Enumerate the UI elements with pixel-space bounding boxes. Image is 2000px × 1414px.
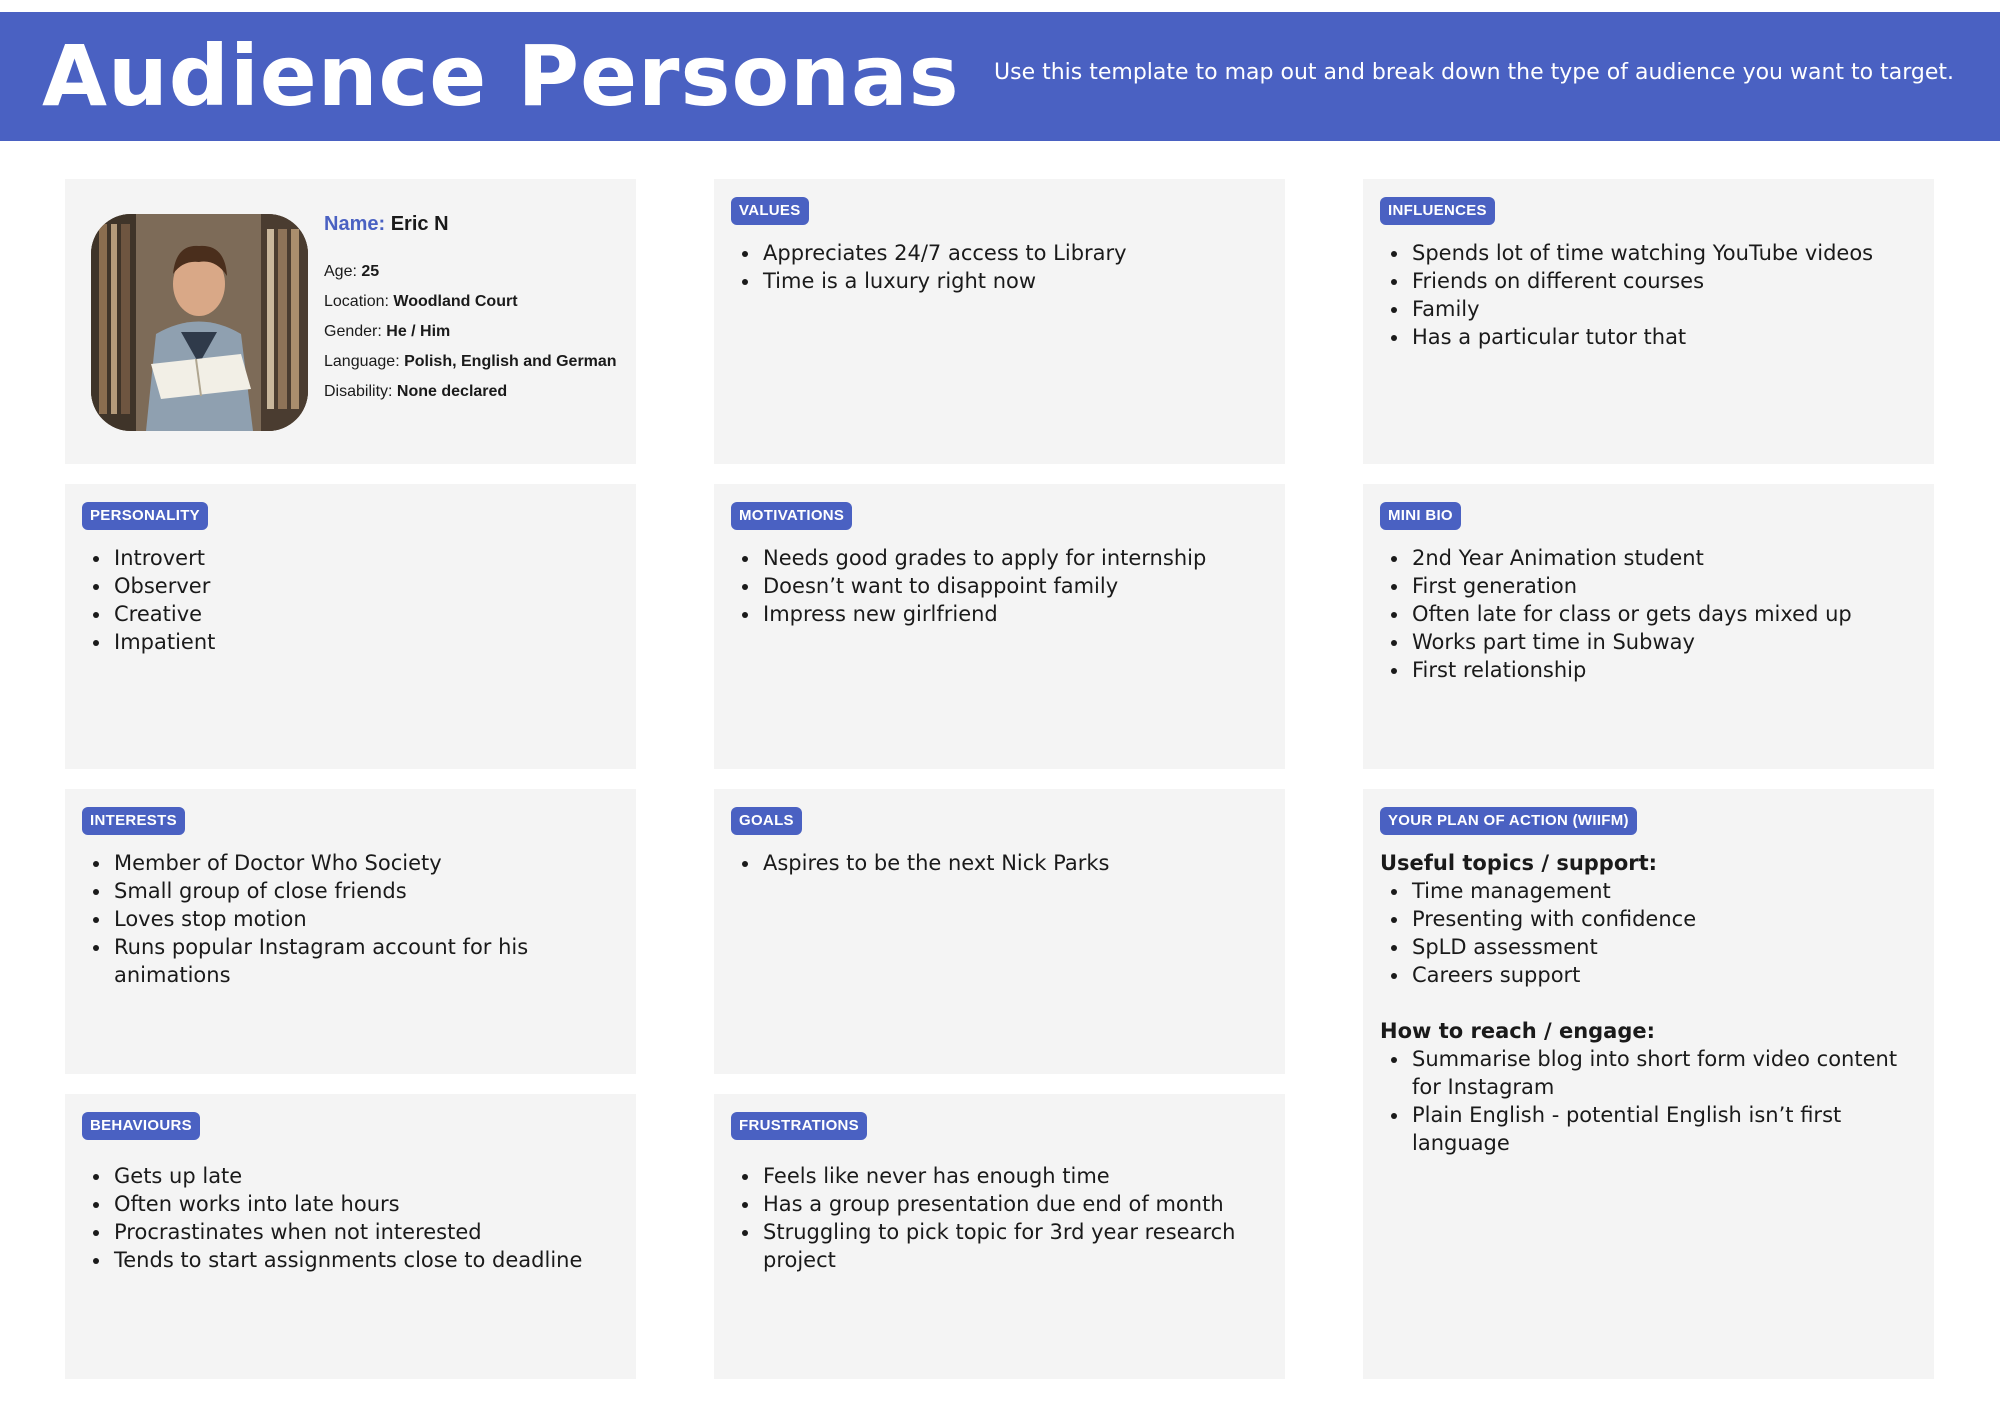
motivations-tag: MOTIVATIONS <box>731 502 852 530</box>
name-label: Name: <box>324 213 386 235</box>
useful-topics-list <box>1380 877 1917 989</box>
list-item: • Creative <box>112 600 619 628</box>
values-list <box>731 239 1268 295</box>
disability-label: Disability: <box>324 383 393 400</box>
list-item: • Family <box>1410 295 1917 323</box>
list-item: • Time is a luxury right now <box>761 267 1268 295</box>
gender-label: Gender: <box>324 323 382 340</box>
list-item: • Impatient <box>112 628 619 656</box>
profile-info <box>324 209 624 407</box>
list-item: • Summarise blog into short form video content for Instagram <box>1410 1045 1917 1101</box>
list-item: • Has a group presentation due end of month <box>761 1190 1268 1218</box>
list-item: • Struggling to pick topic for 3rd year research project <box>761 1218 1243 1274</box>
header-banner <box>0 12 2000 141</box>
interests-card <box>65 789 636 1074</box>
goals-list <box>731 849 1268 877</box>
list-item: • First relationship <box>1410 656 1917 684</box>
plan-of-action-tag: YOUR PLAN OF ACTION (WIIFM) <box>1380 807 1637 835</box>
motivations-list <box>731 544 1268 628</box>
behaviours-list <box>82 1162 619 1274</box>
gender-row <box>324 317 624 347</box>
persona-photo <box>91 214 308 431</box>
age-row <box>324 257 624 287</box>
influences-list <box>1380 239 1917 351</box>
page-subtitle: Use this template to map out and break down the type of audience you want to target. <box>994 60 1954 85</box>
persona-photo-illustration <box>91 214 308 431</box>
gender-value: He / Him <box>386 323 451 340</box>
personality-tag: PERSONALITY <box>82 502 208 530</box>
list-item: • Often works into late hours <box>112 1190 619 1218</box>
list-item: • Works part time in Subway <box>1410 628 1917 656</box>
list-item: • Gets up late <box>112 1162 619 1190</box>
list-item: • Impress new girlfriend <box>761 600 1268 628</box>
list-item: • First generation <box>1410 572 1917 600</box>
list-item: • 2nd Year Animation student <box>1410 544 1917 572</box>
list-item: • Presenting with confidence <box>1410 905 1917 933</box>
list-item: • Member of Doctor Who Society <box>112 849 619 877</box>
list-item: • Introvert <box>112 544 619 572</box>
values-tag: VALUES <box>731 197 809 225</box>
disability-row <box>324 377 624 407</box>
location-row <box>324 287 624 317</box>
list-item: • Runs popular Instagram account for his animations <box>112 933 534 989</box>
list-item: • Procrastinates when not interested <box>112 1218 619 1246</box>
useful-topics-heading: Useful topics / support: <box>1380 851 1658 875</box>
page-title: Audience Personas <box>42 27 960 125</box>
personality-list <box>82 544 619 656</box>
goals-tag: GOALS <box>731 807 802 835</box>
persona-name-row <box>324 209 624 239</box>
influences-tag: INFLUENCES <box>1380 197 1495 225</box>
list-item: • Aspires to be the next Nick Parks <box>761 849 1268 877</box>
how-to-reach-heading: How to reach / engage: <box>1380 1019 1656 1043</box>
list-item: • Friends on different courses <box>1410 267 1917 295</box>
list-item: • Feels like never has enough time <box>761 1162 1268 1190</box>
frustrations-card <box>714 1094 1285 1379</box>
age-label: Age: <box>324 263 357 280</box>
list-item: • Careers support <box>1410 961 1917 989</box>
location-label: Location: <box>324 293 389 310</box>
list-item: • Spends lot of time watching YouTube videos <box>1410 239 1917 267</box>
profile-card <box>65 179 636 464</box>
interests-list <box>82 849 619 989</box>
behaviours-tag: BEHAVIOURS <box>82 1112 200 1140</box>
mini-bio-list <box>1380 544 1917 684</box>
language-value: Polish, English and German <box>404 353 617 370</box>
language-row <box>324 347 624 377</box>
list-item: • Tends to start assignments close to deadline <box>112 1246 619 1274</box>
list-item: • Doesn’t want to disappoint family <box>761 572 1268 600</box>
mini-bio-card <box>1363 484 1934 769</box>
list-item: • Loves stop motion <box>112 905 619 933</box>
language-label: Language: <box>324 353 400 370</box>
persona-name: Eric N <box>390 213 449 235</box>
list-item: • Often late for class or gets days mixed up <box>1410 600 1917 628</box>
list-item: • SpLD assessment <box>1410 933 1917 961</box>
list-item: • Appreciates 24/7 access to Library <box>761 239 1268 267</box>
influences-card <box>1363 179 1934 464</box>
frustrations-list <box>731 1162 1268 1274</box>
location-value: Woodland Court <box>393 293 518 310</box>
interests-tag: INTERESTS <box>82 807 185 835</box>
list-item: • Has a particular tutor that <box>1410 323 1917 351</box>
list-item: • Needs good grades to apply for internship <box>761 544 1268 572</box>
how-to-reach-list <box>1380 1045 1917 1157</box>
age-value: 25 <box>361 263 380 280</box>
values-card <box>714 179 1285 464</box>
disability-value: None declared <box>396 383 508 400</box>
motivations-card <box>714 484 1285 769</box>
mini-bio-tag: MINI BIO <box>1380 502 1461 530</box>
list-item: • Small group of close friends <box>112 877 619 905</box>
personality-card <box>65 484 636 769</box>
goals-card <box>714 789 1285 1074</box>
behaviours-card <box>65 1094 636 1379</box>
frustrations-tag: FRUSTRATIONS <box>731 1112 867 1140</box>
plan-of-action-card <box>1363 789 1934 1379</box>
list-item: • Observer <box>112 572 619 600</box>
list-item: • Plain English - potential English isn’t first language <box>1410 1101 1852 1157</box>
list-item: • Time management <box>1410 877 1917 905</box>
